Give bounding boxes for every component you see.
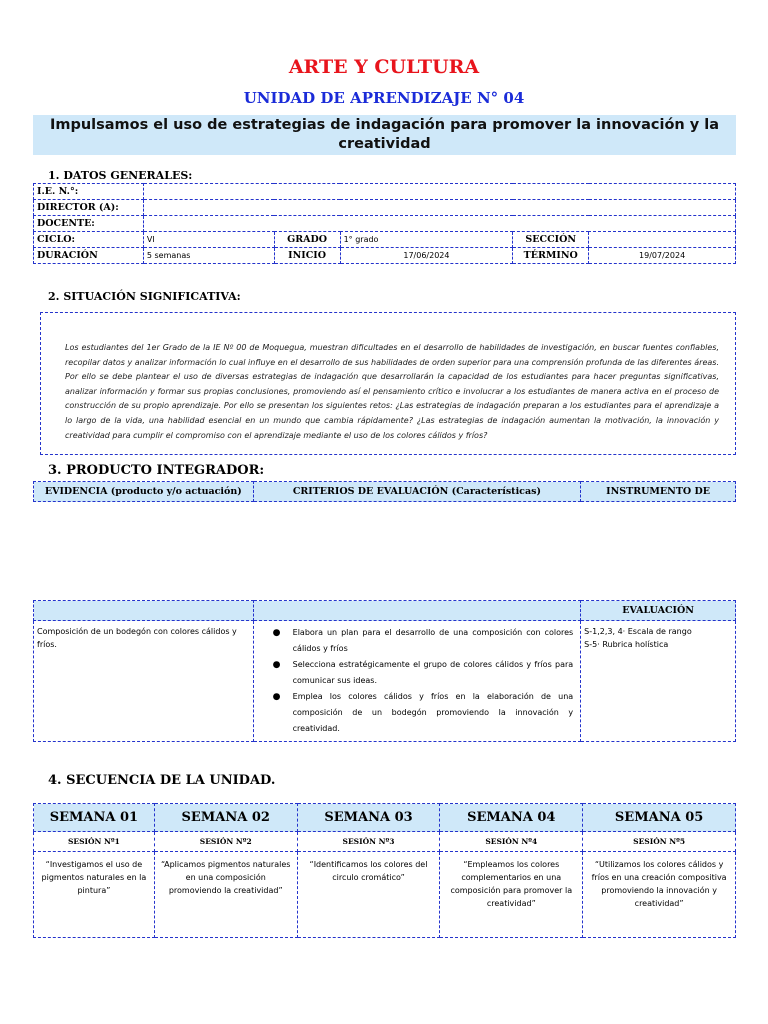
director-value[interactable] [143,200,735,216]
instrumento-header-cont: EVALUACIÓN [581,601,736,621]
seccion-label: SECCIÓN [513,232,589,248]
semana-header: SEMANA 01 [34,804,155,832]
grado-value[interactable]: 1° grado [340,232,513,248]
criterios-cell [253,621,581,742]
instrumento-header: INSTRUMENTO DE [581,482,736,502]
semana-header: SEMANA 05 [583,804,736,832]
sesion-label: SESIÓN Nº1 [34,832,155,852]
evidencia-header-cont [34,601,254,621]
inicio-value[interactable]: 17/06/2024 [340,248,513,264]
docente-label: DOCENTE: [34,216,144,232]
ie-label: I.E. N.°: [34,184,144,200]
unit-subtitle: Impulsamos el uso de estrategias de indagación para promover la innovación y la creatividad [33,115,736,155]
situacion-box [40,312,736,455]
producto-header-table [33,481,736,502]
ciclo-value[interactable]: VI [143,232,274,248]
sesion-label: SESIÓN Nº2 [154,832,297,852]
termino-value[interactable]: 19/07/2024 [589,248,736,264]
ciclo-label: CICLO: [34,232,144,248]
situacion-text: Los estudiantes del 1er Grado de la IE Nº 00 de Moquegua, muestran dificultades en el desarrollo de habilidades de investigación, en buscar fuentes confiables, recopilar datos y analizar información lo cual influye en el desarrollo de sus habilidades de orden superior para una comprensión profunda de las diferentes áreas. Por ello se debe plantear el uso de diversas estrategias de indagación que desarrollarán la capacidad de los estudiantes para hacer preguntas significativas, analizar información y formar sus propias conclusiones, promoviendo así el pensamiento crítico e involucrar a los estudiantes de manera activa en el proceso de construcción de su propio aprendizaje. Por ello se presentan los siguientes retos: ¿Las estrategias de indagación preparan a los estudiantes para el aprendizaje a lo largo de la vida, una habilidad esencial en un mundo que cambia rápidamente? ¿Las estrategias de indagación aumentan la motivación, la innovación y creatividad para cumplir el compromiso con el aprendizaje mediante el uso de los colores cálidos y fríos? [65,343,719,440]
termino-label: TÉRMINO [513,248,589,264]
sesion-label: SESIÓN Nº5 [583,832,736,852]
seccion-value[interactable] [589,232,736,248]
evidencia-header: EVIDENCIA (producto y/o actuación) [34,482,254,502]
sesion-title: “Identificamos los colores del circulo cromático” [297,852,440,938]
director-label: DIRECTOR (A): [34,200,144,216]
sesion-title: “Investigamos el uso de pigmentos naturales en la pintura” [34,852,155,938]
criterio-item: ● Selecciona estratégicamente el grupo de colores cálidos y fríos para comunicar sus ideas. [273,657,578,689]
situacion-heading: 2. SITUACIÓN SIGNIFICATIVA: [48,290,241,303]
criterio-item: ● Elabora un plan para el desarrollo de una composición con colores cálidos y fríos [273,625,578,657]
sesion-title: “Utilizamos los colores cálidos y fríos en una creación compositiva promoviendo la innovación y creatividad” [583,852,736,938]
instrumento-item: S-5· Rubrica holística [584,640,669,649]
ie-value[interactable] [143,184,735,200]
producto-heading: 3. PRODUCTO INTEGRADOR: [48,463,265,478]
duracion-label: DURACIÓN [34,248,144,264]
grado-label: GRADO [274,232,340,248]
datos-generales-table [33,183,736,264]
sesion-label: SESIÓN Nº4 [440,832,583,852]
secuencia-heading: 4. SECUENCIA DE LA UNIDAD. [48,773,276,788]
datos-generales-heading: 1. DATOS GENERALES: [48,169,193,182]
docente-value[interactable] [143,216,735,232]
criterio-item: ● Emplea los colores cálidos y fríos en la elaboración de una composición de un bodegón promoviendo la innovación y creatividad. [273,689,578,737]
evidencia-cell: Composición de un bodegón con colores cálidos y fríos. [34,621,254,742]
unit-title: UNIDAD DE APRENDIZAJE N° 04 [243,89,525,107]
document-title: ARTE Y CULTURA [288,56,480,78]
semana-header: SEMANA 03 [297,804,440,832]
duracion-value[interactable]: 5 semanas [143,248,274,264]
instrumento-item: S-1,2,3, 4· Escala de rango [584,627,692,636]
semana-header: SEMANA 04 [440,804,583,832]
semana-header: SEMANA 02 [154,804,297,832]
inicio-label: INICIO [274,248,340,264]
secuencia-table [33,803,736,938]
sesion-label: SESIÓN Nº3 [297,832,440,852]
sesion-title: “Aplicamos pigmentos naturales en una composición promoviendo la creatividad” [154,852,297,938]
criterios-header: CRITERIOS DE EVALUACIÓN (Características) [253,482,580,502]
criterios-list [257,625,578,737]
producto-table [33,600,736,742]
sesion-title: “Empleamos los colores complementarios en una composición para promover la creatividad” [440,852,583,938]
criterios-header-cont [253,601,581,621]
instrumento-cell [581,621,736,742]
